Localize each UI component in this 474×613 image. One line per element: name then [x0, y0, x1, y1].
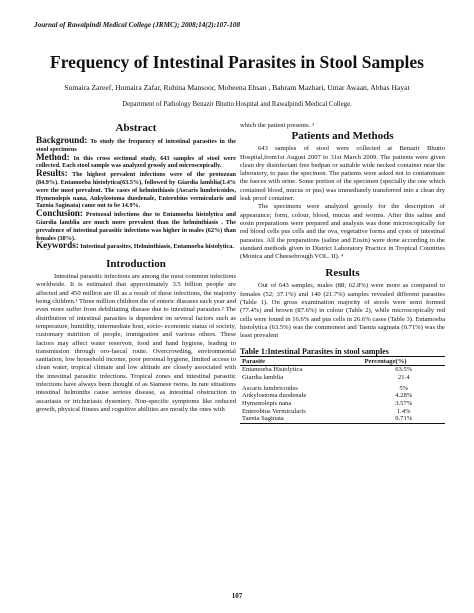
page-number: 107 — [231, 592, 243, 600]
parasite-percentage: 5% — [399, 384, 409, 392]
table-row — [240, 366, 445, 374]
keywords-text: Intestinal parasites, Helminthiasis, Entamoeba histolytica. — [80, 243, 234, 251]
parasite-name: Taenia Saginata — [242, 415, 284, 423]
method-label: Method: — [36, 151, 70, 162]
journal-citation: Journal of Rawalpindi Medical College (JRMC); 2008;14(2):107-108 — [34, 21, 241, 29]
abstract-keywords — [36, 242, 236, 251]
table-row — [240, 408, 445, 416]
table-row — [240, 385, 445, 393]
affiliation: Department of Pathology Benazir Bhutto Hospital and Rawalpindi Medical College. — [122, 101, 352, 108]
methods-paragraph-1: 643 samples of stool were collected at Benazir Bhutto Hospital,from1st August 2007 to 31st March 2009. The patients were given clean dry disinfectant free bedpan or suitable wide necked container near the laboratory, to pass the specimen. The patients were asked not to contaminate the faeces with urine. Some portion of the specimen (specially the one which contained blood, mucus or pus) was immediately transferred into a clean dry leak proof container. — [240, 145, 445, 203]
background-text: To study the frequency of intestinal parasites in the stool specimens — [36, 138, 236, 153]
results-label: Results: — [36, 168, 68, 179]
results-text: The highest prevalent infections were of the protozoan (84.9%). Entamoeba histolytica(63.5%), followed by Giardia lamblia(1.4% were the most prevalent. The cases of helminthiasis (Ascaris lumbricoides, Hymenolepis nana, Ankylostoma duodenale, Enterobius vermicularis and Taenia Saginata) came out to be 14.9%. — [36, 171, 236, 210]
parasite-name: Ankylostoma duodenale — [242, 392, 307, 400]
author-list: Sumaira Zareef, Humaira Zafar, Rubina Mansoor, Mobeena Ehsan , Bahram Mazhari, Umar Awaan, Abbas Hayat — [64, 83, 410, 92]
table-row — [240, 374, 445, 382]
parasite-table — [240, 358, 445, 425]
table-row — [240, 392, 445, 400]
parasite-name: Giardia lamblia — [242, 373, 284, 381]
table-caption: Table 1:Intestinal Parasites in stool samples — [240, 347, 445, 357]
left-column — [36, 122, 236, 414]
paper-title: Frequency of Intestinal Parasites in Stool Samples — [50, 52, 424, 72]
parasite-percentage: 3.57% — [395, 400, 413, 408]
results-heading: Results — [325, 267, 360, 280]
abstract-heading: Abstract — [115, 122, 157, 134]
table-header-row — [240, 358, 445, 366]
abstract-results — [36, 170, 236, 210]
conclusion-text: Protozoal infections due to Entamoeba histolytica and Giardia lamblia are much more prevalent than the helminthiasis . The prevalence of intestinal parasitic infections was higher in males (62%) than females (38%). — [36, 211, 236, 242]
header-percentage: Percentage(%) — [363, 358, 446, 366]
parasite-percentage: 63.5% — [395, 366, 413, 374]
keywords-label: Keywords: — [36, 240, 79, 251]
parasite-percentage: 0.71% — [395, 415, 413, 423]
parasite-name: Ascaris lumbricoides — [242, 384, 298, 392]
parasite-name: Hymenolepis nana — [242, 400, 292, 408]
results-text: Out of 643 samples, males (88; 62.8%) were more as compared to females (52; 37.1%) and 140 (21.7%) samples revealed different parasites (Table 1). On gross examination majority of stools were semi formed (77.4%) and brown (87.6%) in colour (Table 2), while microscopically red cells were found in 16.6% and pus cells in 26.6% cases (Table 3). Entamoeba histolytica (63.5%) was the commonest and Taenia saginata (0.71%) was the least prevalent — [240, 282, 445, 340]
table-row — [240, 400, 445, 408]
parasite-percentage: 21.4 — [397, 373, 410, 381]
abstract-body — [36, 137, 236, 251]
parasite-percentage: 1.4% — [396, 407, 411, 415]
introduction-text: Intestinal parasitic infections are among the most common infections worldwide. It is estimated that approximately 3.5 billion people are affected and 450 million are ill as a result of these infections, the majority being children.¹ Three million children die of enteric diseases each year and even more suffer from debilitating disease due to intestinal parasites.² The distribution of intestinal parasites is dependent on several factors such as temperature, humidity, intermediate host, socio- economic status of society, customary nutrition of people, immigration and various others. These factors may affect water reservoir, food and hand hygiene, leading to transmission through oro-faecal route. Overcrowding, environmental sanitation, low household income, poor personal hygiene, limited access to clean water, tropical climate and low altitude are closely associated with the intestinal parasitic infections. Tropical zones and intestinal parasitic infections have always been thought of as Siamese twins. In rare situations intestinal helminths cause serious disease, as intestinal obstruction in ascariasis or trichuriasis dysentery. Non-specific symptoms like reduced growth, physical fitness and cognitive abilities are mostly the ones with — [36, 273, 237, 413]
methods-heading: Patients and Methods — [291, 130, 394, 143]
right-column — [240, 122, 445, 424]
table-row — [240, 415, 445, 423]
abstract-conclusion — [36, 210, 236, 242]
table-body — [240, 366, 445, 424]
continued-text: which the patient presents. ³ — [240, 122, 314, 129]
parasite-percentage: 4.28% — [395, 392, 413, 400]
method-text: In this cross sectional study, 643 samples of stool were collected. Each stool sample was analyzed grossly and microscopically. — [36, 154, 237, 170]
header-parasite: Parasite — [240, 358, 363, 366]
conclusion-label: Conclusion: — [36, 208, 83, 219]
methods-paragraph-2: The specimens were analyzed grossly for the description of appearance; form, colour, blood, mucus and worms. After this saline and eosin preparations were prepared and analysis was done microscopically for red blood cells pus cells and the ova, vegetative forms and cysts of intestinal parasites. All the preparations (saline and Eosin) were done according to the standard methods given in District Laboratory Practice in Tropical Countries (Monica and Cheesebrough VOL. II). ⁴ — [240, 203, 445, 261]
introduction-heading: Introduction — [106, 258, 166, 271]
parasite-name: Entamoeba Histolytica — [242, 366, 303, 374]
background-label: Background: — [36, 135, 88, 145]
parasite-name: Enterobius Vermicularis — [242, 407, 306, 415]
